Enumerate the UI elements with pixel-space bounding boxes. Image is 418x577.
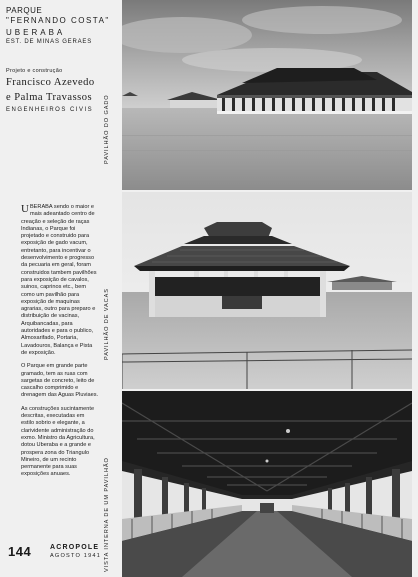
project-label: Projeto e construção xyxy=(6,68,63,74)
magazine-name: ACROPOLE xyxy=(50,544,100,551)
firm-name-line-2: e Palma Travassos xyxy=(6,92,93,103)
park-name: "FERNANDO COSTA" xyxy=(6,16,110,25)
article-paragraph-2: O Parque em grande parte gramado, tem as ruas com sargetas de concreto, leito de cascalho comprimido e drenagem das Aguas Pluviaes. xyxy=(21,363,99,399)
paragraph-1-text: BERABA sendo o maior e mais adeantado centro de creação e seleção de raças Indianas, o Parque foi projetado e construido para exposição de gado vacum, entretanto, para incentivar o desenvolvimento e progresso da pecuaria em geral, foram construidos tambem pavilhões para exposição de cavalos, suinos, caprinos etc., bem como um pavilhão para exposição de maquinas agrarias, outro para preparo e distribuição de vacinas, Arquibancadas, para autoridades e para o publico, Almoxarifado, Portaria, Lavadouros, Balança e Pista de exposição. xyxy=(21,204,97,356)
header-block xyxy=(6,6,116,113)
city-name: UBERABA xyxy=(6,28,66,37)
caption-photo-1: PAVILHÃO DO GADO xyxy=(104,94,110,164)
issue-date: AGOSTO 1941 xyxy=(50,553,102,559)
firm-name-line-1: Francisco Azevedo xyxy=(6,77,95,88)
page-number: 144 xyxy=(8,544,32,559)
drop-cap: U xyxy=(21,203,29,215)
photo-cow-pavilion xyxy=(122,192,412,389)
caption-photo-3: VISTA INTERNA DE UM PAVILHÃO xyxy=(104,457,110,572)
header-line-1: PARQUE xyxy=(6,6,43,15)
page-footer xyxy=(8,543,118,561)
photo-cattle-pavilion xyxy=(122,0,412,190)
article-paragraph-1 xyxy=(21,204,99,357)
article-paragraph-3: As construções sucintamente descritas, executadas em estilo sobrio e elegante, a clarividente administração do exmo. Ministro da Agricultura, dotou Uberaba e a grande e prospera zona do Triangulo Mineiro, de um recinto permanente para suas exposições anuaes. xyxy=(21,405,95,478)
state-name: EST. DE MINAS GERAES xyxy=(6,39,93,45)
article-body xyxy=(21,204,99,485)
engineers-subtitle: ENGENHEIROS CIVIS xyxy=(6,107,94,113)
photo-pavilion-interior xyxy=(122,391,412,577)
caption-photo-2: PAVILHÃO DE VACAS xyxy=(104,288,110,360)
